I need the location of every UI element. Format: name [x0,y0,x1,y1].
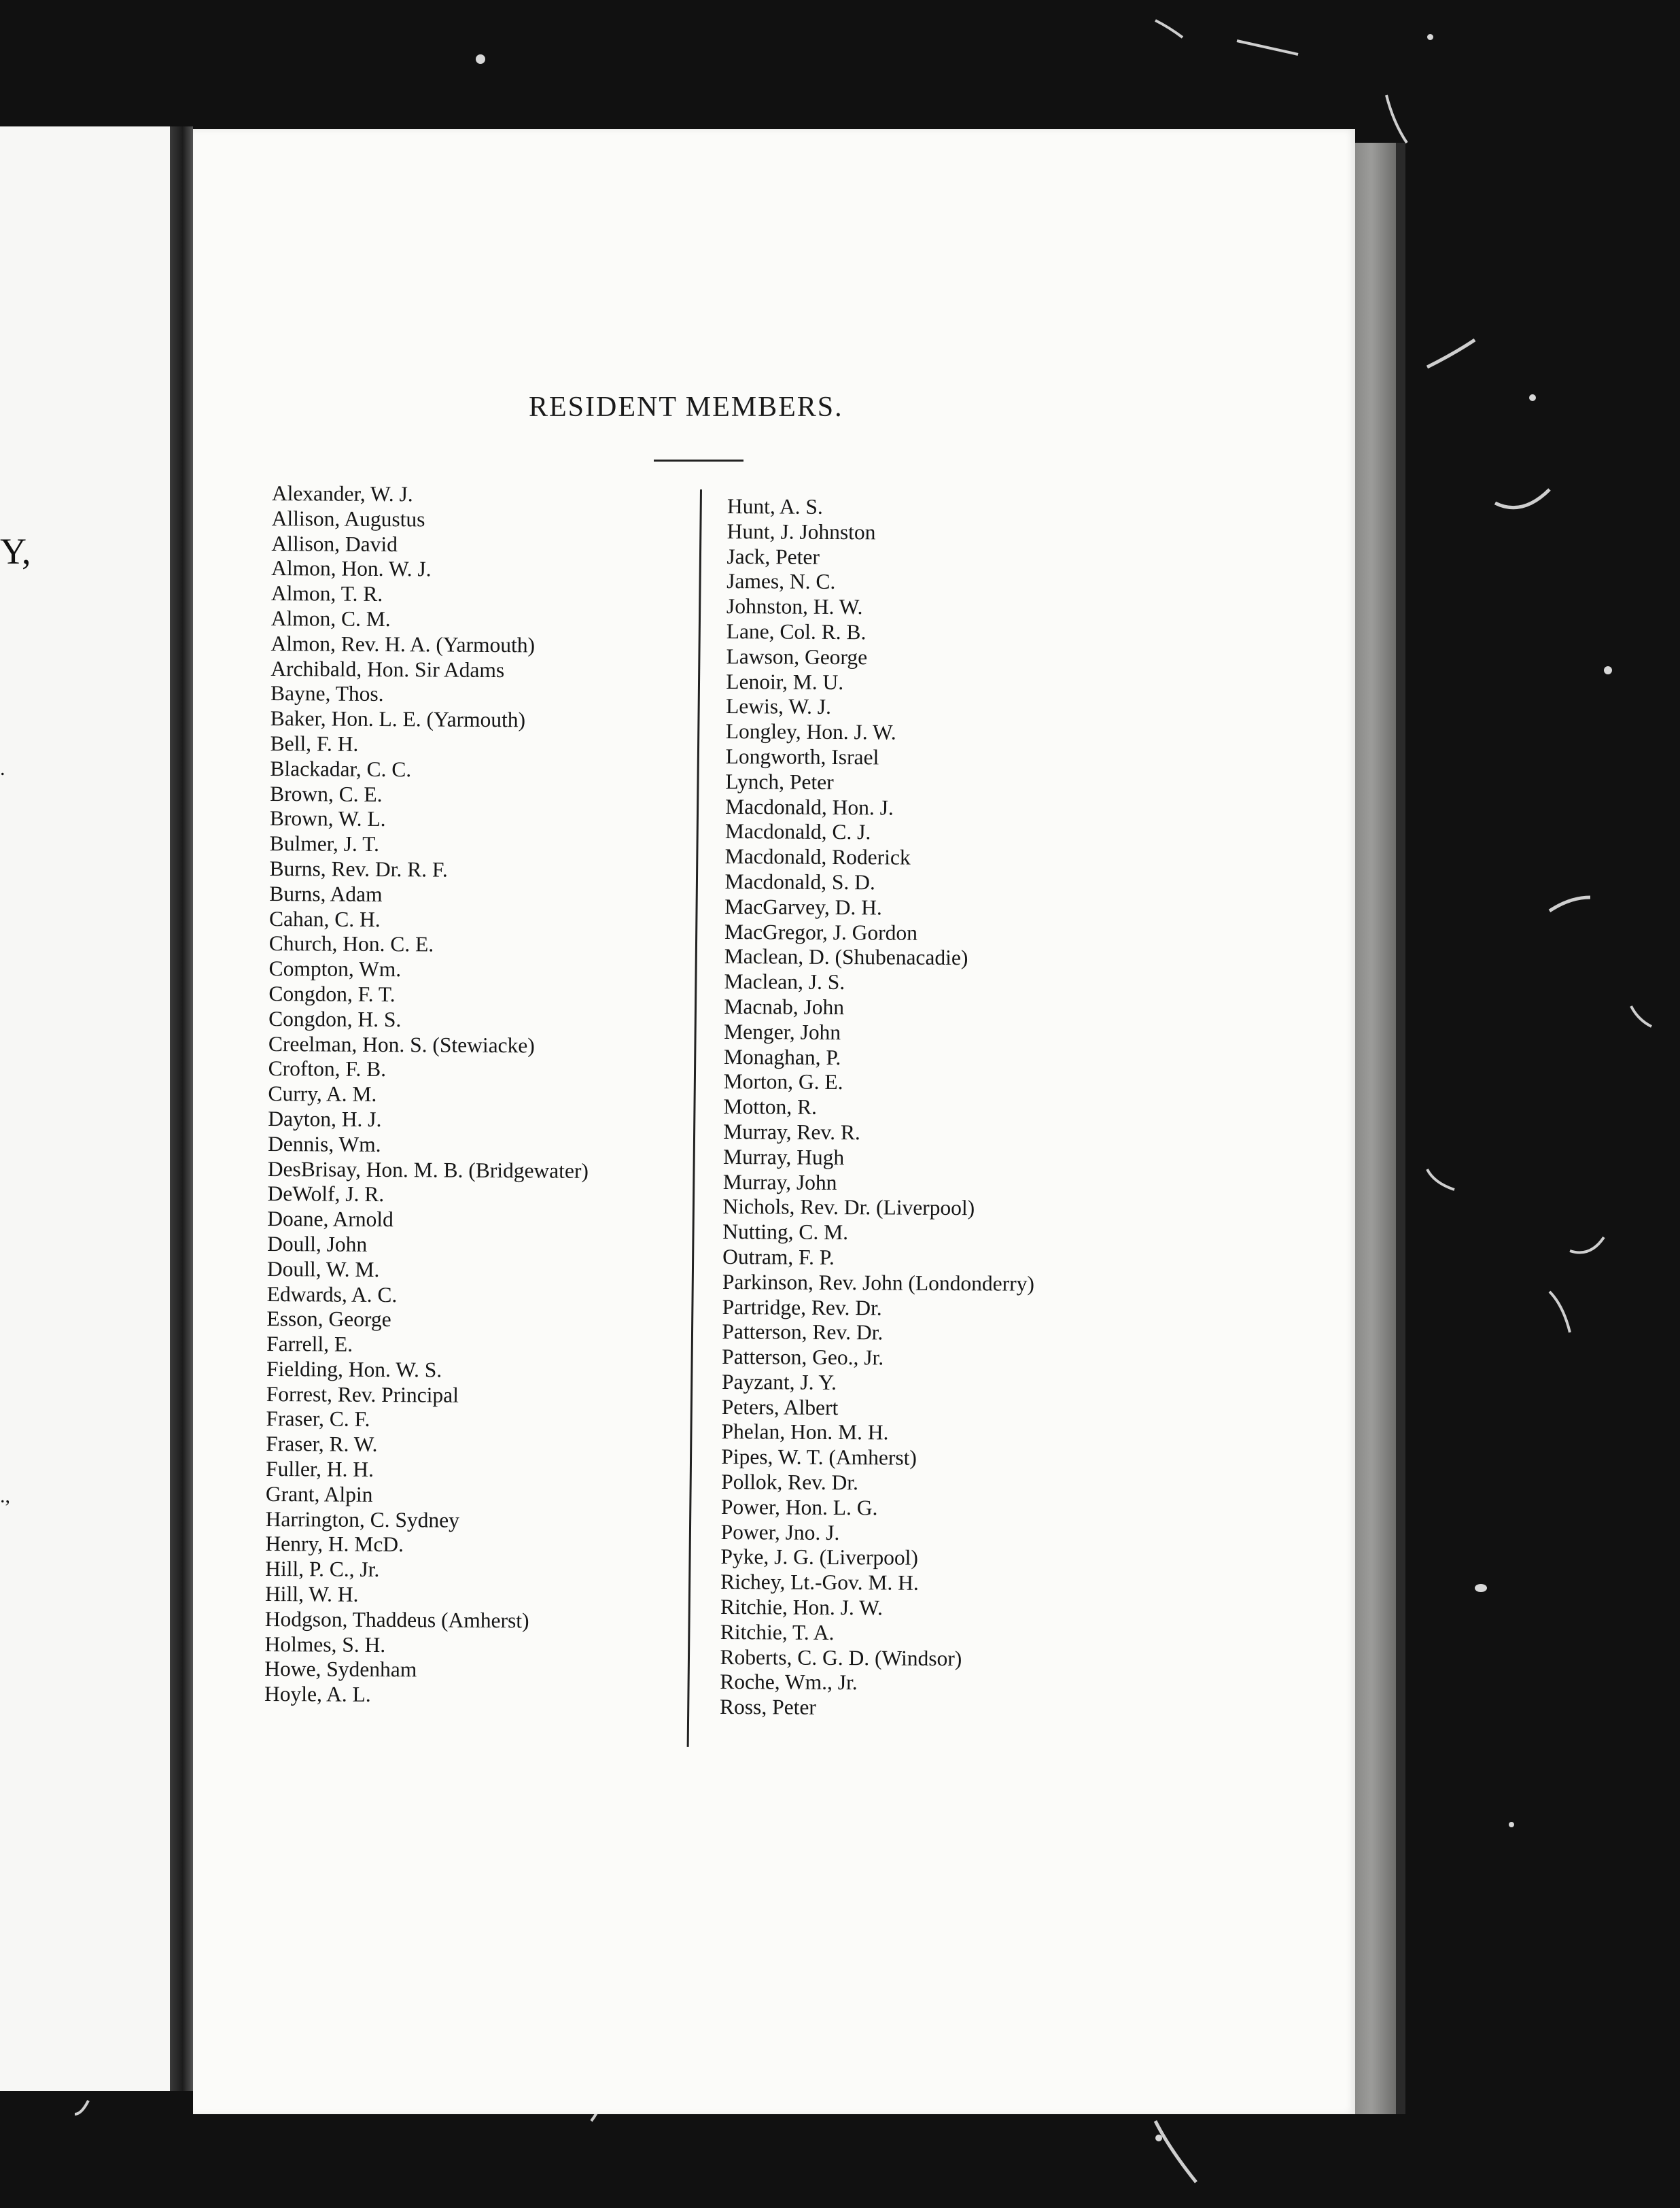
member-entry: Peters, Albert [721,1394,839,1419]
member-entry: Ritchie, T. A. [720,1619,835,1644]
member-entry: Johnston, H. W. [726,594,863,619]
member-entry: Ross, Peter [719,1695,816,1720]
member-entry: Allison, David [271,531,398,556]
member-entry: Fuller, H. H. [266,1457,374,1482]
member-entry: Fielding, Hon. W. S. [266,1356,442,1382]
page-heading: RESIDENT MEMBERS. [529,392,843,423]
member-entry: Holmes, S. H. [264,1632,386,1657]
book-gutter [170,126,193,2091]
member-entry: DesBrisay, Hon. M. B. (Bridgewater) [267,1156,589,1183]
member-entry: Pollok, Rev. Dr. [721,1470,859,1495]
left-page [0,126,170,2091]
member-entry: Power, Jno. J. [720,1519,840,1545]
member-entry: Curry, A. M. [268,1082,377,1107]
member-entry: Archibald, Hon. Sir Adams [270,656,505,682]
member-entry: MacGarvey, D. H. [724,894,882,920]
member-entry: Brown, C. E. [270,781,383,806]
member-entry: Roche, Wm., Jr. [720,1670,858,1695]
member-entry: Macdonald, Roderick [724,844,911,869]
member-entry: Creelman, Hon. S. (Stewiacke) [268,1031,535,1057]
member-entry: Almon, T. R. [270,581,383,606]
left-page-fragment: ., [0,1485,10,1507]
member-entry: Burns, Rev. Dr. R. F. [269,856,448,882]
member-entry: Hunt, J. Johnston [727,519,876,545]
member-entry: Hunt, A. S. [727,494,823,519]
member-list-left-column [264,481,593,1709]
member-entry: Grant, Alpin [265,1481,373,1506]
member-entry: Monaghan, P. [723,1044,841,1069]
member-entry: Compton, Wm. [268,956,402,982]
member-entry: Hoyle, A. L. [264,1682,371,1707]
member-entry: Almon, Hon. W. J. [271,556,432,581]
member-entry: Bayne, Thos. [270,681,384,706]
member-entry: Phelan, Hon. M. H. [721,1419,889,1445]
member-entry: Cahan, C. H. [268,906,381,931]
member-entry: Patterson, Geo., Jr. [722,1345,884,1370]
member-entry: Harrington, C. Sydney [265,1506,460,1532]
member-entry: Lynch, Peter [725,769,834,794]
member-entry: Outram, F. P. [722,1244,835,1269]
member-entry: Farrell, E. [266,1332,353,1356]
member-entry: Congdon, H. S. [268,1006,402,1031]
member-entry: Roberts, C. G. D. (Windsor) [720,1644,962,1670]
member-entry: Macdonald, Hon. J. [725,794,894,820]
member-entry: Hodgson, Thaddeus (Amherst) [264,1606,529,1633]
member-entry: Dennis, Wm. [267,1131,381,1156]
member-entry: Morton, G. E. [723,1069,843,1094]
member-entry: Payzant, J. Y. [721,1369,837,1394]
member-entry: Macdonald, S. D. [724,869,875,895]
member-entry: Esson, George [266,1307,391,1332]
member-entry: Lenoir, M. U. [726,669,844,694]
member-entry: Maclean, D. (Shubenacadie) [724,944,968,970]
member-entry: Allison, Augustus [271,506,425,532]
member-entry: Lewis, W. J. [725,694,832,719]
member-entry: Howe, Sydenham [264,1657,417,1682]
member-entry: Blackadar, C. C. [270,756,412,782]
member-entry: Lane, Col. R. B. [726,619,867,644]
member-entry: MacGregor, J. Gordon [724,919,918,945]
member-entry: Brown, W. L. [269,806,386,831]
member-entry: Pyke, J. G. (Liverpool) [720,1545,919,1570]
member-entry: DeWolf, J. R. [267,1181,385,1207]
member-entry: Power, Hon. L. G. [720,1494,878,1520]
member-entry: Nichols, Rev. Dr. (Liverpool) [722,1194,975,1220]
member-entry: Ritchie, Hon. J. W. [720,1595,883,1620]
member-entry: Jack, Peter [727,544,820,569]
member-entry: Murray, Hugh [722,1144,845,1169]
left-page-fragment: Y, [0,531,31,572]
member-entry: Henry, H. McD. [265,1532,404,1557]
heading-rule [654,460,743,462]
page-edge [1355,143,1396,2114]
member-entry: Richey, Lt.-Gov. M. H. [720,1570,919,1595]
member-entry: Fraser, C. F. [266,1407,370,1432]
member-entry: Doane, Arnold [267,1207,393,1232]
member-entry: Lawson, George [726,644,868,670]
member-entry: Partridge, Rev. Dr. [722,1294,882,1319]
member-entry: Murray, Rev. R. [723,1119,860,1145]
member-entry: Doull, John [267,1231,368,1256]
member-entry: Almon, Rev. H. A. (Yarmouth) [270,631,536,657]
member-entry: Baker, Hon. L. E. (Yarmouth) [270,706,526,732]
member-entry: Macnab, John [724,994,845,1020]
member-entry: Longworth, Israel [725,744,879,770]
member-entry: James, N. C. [727,569,836,594]
member-entry: Almon, C. M. [270,606,391,632]
member-entry: Bulmer, J. T. [269,831,380,857]
member-entry: Forrest, Rev. Principal [266,1381,459,1407]
member-entry: Patterson, Rev. Dr. [722,1319,883,1345]
member-entry: Hill, P. C., Jr. [265,1557,380,1582]
member-entry: Doull, W. M. [266,1256,380,1281]
member-entry: Bell, F. H. [270,731,359,756]
member-entry: Fraser, R. W. [266,1432,378,1457]
member-entry: Burns, Adam [269,881,383,906]
left-page-fragment: . [0,757,5,780]
member-entry: Nutting, C. M. [722,1220,849,1245]
member-entry: Hill, W. H. [264,1582,359,1606]
member-entry: Crofton, F. B. [268,1056,387,1082]
member-entry: Congdon, F. T. [268,981,396,1007]
member-entry: Alexander, W. J. [271,481,413,506]
member-entry: Motton, R. [723,1094,818,1119]
member-entry: Pipes, W. T. (Amherst) [721,1445,917,1470]
member-entry: Edwards, A. C. [266,1281,398,1307]
member-entry: Dayton, H. J. [268,1106,382,1131]
member-entry: Church, Hon. C. E. [268,931,434,956]
member-list-right-column [720,494,1039,1722]
page-edge-shadow [1396,143,1405,2114]
member-entry: Longley, Hon. J. W. [725,719,896,744]
member-entry: Macdonald, C. J. [724,819,871,844]
member-entry: Murray, John [722,1169,837,1194]
member-entry: Maclean, J. S. [724,969,845,995]
member-entry: Menger, John [724,1019,841,1044]
member-entry: Parkinson, Rev. John (Londonderry) [722,1269,1035,1296]
